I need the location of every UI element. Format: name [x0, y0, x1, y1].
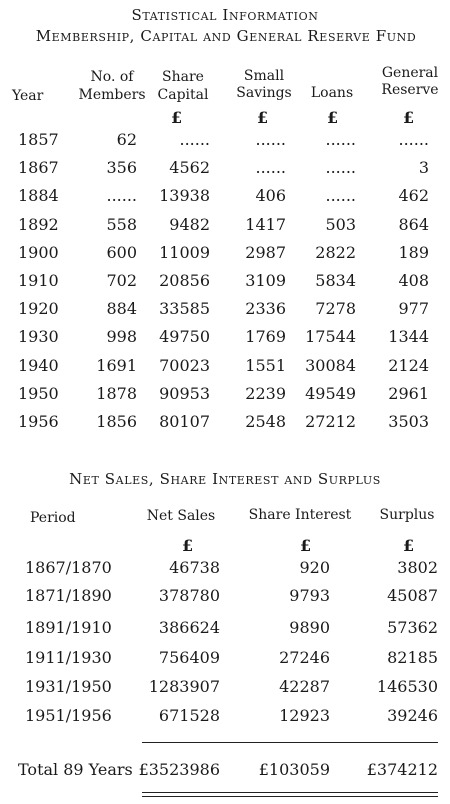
- cell-members: 1878: [96, 383, 137, 403]
- cell-share-interest: 920: [299, 558, 330, 577]
- currency-capital: £: [171, 108, 183, 127]
- cell-general-reserve: 1344: [388, 327, 429, 347]
- cell-year: 1950: [18, 383, 59, 403]
- cell-share-capital: 11009: [159, 242, 210, 262]
- cell-share-capital: 13938: [159, 186, 210, 206]
- cell-share-capital: 70023: [159, 355, 210, 375]
- cell-small-savings: 1769: [245, 327, 286, 347]
- header-net-sales: Net Sales: [146, 508, 216, 524]
- currency-savings: £: [257, 108, 269, 127]
- cell-year: 1910: [18, 271, 59, 290]
- header-capital-line2: Capital: [157, 87, 209, 103]
- cell-surplus: 3802: [397, 558, 438, 577]
- cell-surplus: 82185: [387, 648, 438, 667]
- cell-general-reserve: ......: [398, 130, 429, 149]
- cell-surplus: 57362: [387, 618, 438, 637]
- cell-share-capital: 49750: [159, 327, 210, 347]
- cell-general-reserve: 2961: [388, 383, 429, 403]
- cell-loans: 503: [325, 214, 356, 234]
- header-reserve-line2: Reserve: [381, 82, 439, 98]
- cell-small-savings: ......: [255, 158, 286, 178]
- header-savings-line2: Savings: [236, 85, 292, 101]
- total-sales: £3523986: [138, 760, 220, 779]
- cell-net-sales: 386624: [158, 618, 220, 637]
- header-share-interest: Share Interest: [248, 507, 352, 523]
- header-capital-line1: Share: [162, 69, 204, 85]
- cell-loans: 17544: [305, 327, 356, 347]
- cell-share-interest: 27246: [279, 648, 330, 667]
- cell-members: 998: [106, 327, 137, 347]
- total-rule-bottom-2: [142, 796, 438, 797]
- cell-small-savings: 3109: [245, 271, 286, 290]
- total-interest: £103059: [258, 760, 330, 779]
- cell-small-savings: 2987: [245, 242, 286, 262]
- cell-loans: ......: [325, 158, 356, 178]
- cell-loans: 30084: [305, 355, 356, 375]
- cell-year: 1930: [18, 327, 59, 347]
- cell-loans: ......: [325, 130, 356, 149]
- cell-share-capital: 33585: [159, 299, 210, 319]
- cell-surplus: 45087: [387, 586, 438, 605]
- header-loans: Loans: [310, 85, 354, 101]
- header-period: Period: [30, 510, 76, 526]
- total-rule-bottom-1: [142, 792, 438, 793]
- cell-small-savings: 406: [255, 186, 286, 206]
- total-surplus: £374212: [366, 760, 438, 779]
- header-year: Year: [12, 88, 44, 104]
- cell-year: 1857: [18, 130, 59, 149]
- currency-loans: £: [327, 108, 339, 127]
- cell-surplus: 146530: [376, 677, 438, 696]
- cell-members: 62: [116, 130, 137, 149]
- cell-share-capital: ......: [179, 130, 210, 149]
- cell-small-savings: 2239: [245, 383, 286, 403]
- cell-general-reserve: 3503: [388, 412, 429, 431]
- cell-members: 558: [106, 214, 137, 234]
- cell-year: 1900: [18, 242, 59, 262]
- cell-loans: ......: [325, 186, 356, 206]
- cell-share-interest: 12923: [279, 706, 330, 725]
- cell-loans: 5834: [315, 271, 356, 290]
- cell-small-savings: 2548: [245, 412, 286, 431]
- header-members-line2: Members: [78, 87, 146, 103]
- cell-general-reserve: 462: [398, 186, 429, 206]
- cell-general-reserve: 3: [418, 158, 429, 178]
- cell-members: 702: [106, 271, 137, 290]
- header-members-line1: No. of: [90, 69, 134, 85]
- cell-share-capital: 4562: [169, 158, 210, 178]
- cell-year: 1884: [18, 186, 59, 206]
- cell-members: 1856: [96, 412, 137, 431]
- total-rule-top: [142, 742, 438, 743]
- cell-members: 600: [106, 242, 137, 262]
- cell-year: 1892: [18, 214, 59, 234]
- cell-members: ......: [106, 186, 137, 206]
- cell-period: 1931/1950: [25, 677, 112, 696]
- cell-general-reserve: 2124: [388, 355, 429, 375]
- cell-small-savings: ......: [255, 130, 286, 149]
- cell-general-reserve: 189: [398, 242, 429, 262]
- cell-year: 1920: [18, 299, 59, 319]
- cell-period: 1871/1890: [25, 586, 112, 605]
- currency-surplus: £: [403, 536, 415, 555]
- cell-period: 1867/1870: [25, 558, 112, 577]
- cell-general-reserve: 864: [398, 214, 429, 234]
- cell-share-interest: 9793: [289, 586, 330, 605]
- cell-members: 884: [106, 299, 137, 319]
- header-surplus: Surplus: [379, 507, 435, 523]
- currency-share-interest: £: [300, 536, 312, 555]
- cell-general-reserve: 977: [398, 299, 429, 319]
- cell-loans: 49549: [305, 383, 356, 403]
- cell-small-savings: 2336: [245, 299, 286, 319]
- currency-net-sales: £: [182, 536, 194, 555]
- cell-period: 1891/1910: [25, 618, 112, 637]
- cell-net-sales: 671528: [158, 706, 220, 725]
- cell-loans: 27212: [305, 412, 356, 431]
- header-reserve-line1: General: [381, 65, 439, 81]
- cell-net-sales: 1283907: [148, 677, 220, 696]
- table1-title-line1: Statistical Information: [131, 6, 319, 24]
- cell-net-sales: 756409: [158, 648, 220, 667]
- cell-share-interest: 9890: [289, 618, 330, 637]
- cell-year: 1940: [18, 355, 59, 375]
- cell-members: 1691: [96, 355, 137, 375]
- cell-share-capital: 9482: [169, 214, 210, 234]
- cell-surplus: 39246: [387, 706, 438, 725]
- total-label: Total 89 Years: [18, 760, 133, 779]
- cell-year: 1956: [18, 412, 59, 431]
- cell-share-capital: 20856: [159, 271, 210, 290]
- cell-year: 1867: [18, 158, 59, 178]
- cell-net-sales: 46738: [169, 558, 220, 577]
- cell-general-reserve: 408: [398, 271, 429, 290]
- cell-share-interest: 42287: [279, 677, 330, 696]
- cell-period: 1911/1930: [25, 648, 112, 667]
- cell-share-capital: 80107: [159, 412, 210, 431]
- header-savings-line1: Small: [243, 68, 285, 84]
- table2-title: Net Sales, Share Interest and Surplus: [69, 470, 381, 488]
- table1-title-line2: Membership, Capital and General Reserve Fund: [35, 27, 417, 45]
- cell-share-capital: 90953: [159, 383, 210, 403]
- cell-small-savings: 1551: [245, 355, 286, 375]
- cell-members: 356: [106, 158, 137, 178]
- cell-small-savings: 1417: [245, 214, 286, 234]
- cell-loans: 7278: [315, 299, 356, 319]
- currency-reserve: £: [403, 108, 415, 127]
- cell-loans: 2822: [315, 242, 356, 262]
- cell-period: 1951/1956: [25, 706, 112, 725]
- cell-net-sales: 378780: [158, 586, 220, 605]
